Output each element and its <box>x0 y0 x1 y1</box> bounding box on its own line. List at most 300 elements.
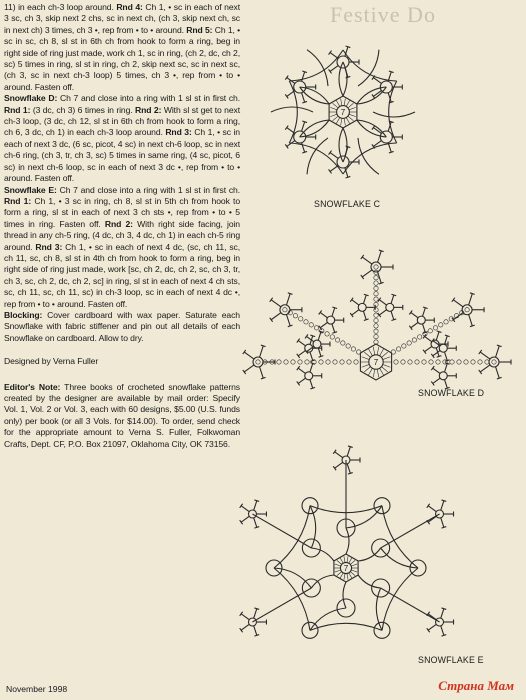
flake-d-arm-sc-stitch <box>492 360 496 364</box>
snowflake-c-caption: SNOWFLAKE C <box>314 199 381 209</box>
flake-c-dc-stitch <box>349 107 355 109</box>
flake-c-chain-loop <box>358 138 379 174</box>
flake-e-tip-stitch <box>254 626 257 636</box>
flake-d-arm-sc-stitch <box>374 308 378 312</box>
flake-e-tip-stitch <box>241 516 249 522</box>
flake-d-arm-sc-stitch <box>374 302 378 306</box>
flake-c-dc-stitch <box>344 99 345 106</box>
flake-d-arm-sc-stitch <box>374 276 378 280</box>
flake-d-side-stitch <box>433 368 440 373</box>
flake-d-side-stitch <box>298 378 305 383</box>
flake-d-arm-sc-stitch <box>309 323 313 327</box>
flake-c-picot-stitch-cap <box>346 46 351 48</box>
bold-label: Rnd 2: <box>135 104 162 115</box>
flake-d-dc-stitch <box>364 352 370 357</box>
flake-e-tip-stitch <box>441 501 444 511</box>
flake-d-tip-stitch <box>496 367 500 378</box>
flake-d-side-stitch-cap <box>437 356 442 358</box>
snowflake-c-diagram <box>198 4 488 194</box>
flake-d-side-stitch <box>425 336 432 341</box>
flake-d-side-stitch <box>352 310 359 315</box>
flake-d-side-stitch <box>332 308 335 317</box>
flake-d-arm-sc-stitch <box>305 360 309 364</box>
flake-d-tip-stitch <box>378 251 382 262</box>
flake-e-tip-stitch <box>254 609 257 619</box>
flake-d-arm-sc-stitch <box>356 350 360 354</box>
flake-e-tip-stitch-cap <box>254 500 259 502</box>
flake-c-picot-stitch-cap <box>302 121 307 123</box>
body-text: Ch 7 and close into a ring with 1 sl st in first ch. <box>57 93 240 104</box>
flake-d-arm-sc-stitch <box>394 360 398 364</box>
flake-c-dc-stitch <box>333 103 338 107</box>
flake-d-side-stitch-cap <box>310 363 315 365</box>
flake-c-picot-stitch <box>302 143 305 153</box>
flake-d-arm-sc-stitch <box>433 326 437 330</box>
flake-d-tip-stitch <box>469 315 473 326</box>
flake-e-dc-stitch <box>352 564 358 566</box>
flake-e-tip-stitch-cap <box>254 608 259 610</box>
flake-d-arm-sc-stitch <box>374 286 378 290</box>
flake-c-picot-stitch <box>330 153 338 159</box>
flake-d-arm-sc-stitch <box>326 360 330 364</box>
flake-d-arm-sc-stitch <box>374 297 378 301</box>
body-text: (3 dc, ch 3) 6 times in ring. <box>30 104 136 115</box>
flake-d-tip-stitch <box>469 294 473 305</box>
flake-e-dc-stitch <box>349 558 352 563</box>
flake-d-side-stitch <box>298 351 305 356</box>
flake-d-side-stitch <box>363 295 366 304</box>
flake-c-chain-loop <box>358 50 379 86</box>
flake-d-side-stitch-cap <box>310 335 315 337</box>
flake-d-dc-stitch <box>382 352 388 357</box>
flake-d-arm-sc-stitch <box>298 360 302 364</box>
flake-d-side-stitch-cap <box>319 331 324 333</box>
flake-e-tip-ring <box>436 618 444 626</box>
flake-c-dc-stitch <box>330 114 336 116</box>
flake-e-chain-loop <box>343 582 346 608</box>
snowflake-e-caption: SNOWFLAKE E <box>418 655 484 665</box>
flake-d-tip-stitch-cap <box>470 325 475 327</box>
flake-e-tip-stitch <box>335 452 343 458</box>
flake-d-arm-sc-stitch <box>436 360 440 364</box>
flake-d-side-stitch <box>423 324 426 333</box>
flake-e-dc-stitch <box>337 572 342 576</box>
flake-d-dc-stitch <box>377 347 378 355</box>
flake-d-arm-sc-stitch <box>256 360 260 364</box>
flake-d-arm-sc-stitch <box>340 360 344 364</box>
flake-d-tip-stitch <box>362 270 372 277</box>
flake-d-arm-sc-stitch <box>428 329 432 333</box>
flake-d-arm-sc-stitch <box>335 338 339 342</box>
flake-c-dc-stitch <box>341 99 342 106</box>
flake-d-side-stitch <box>298 341 305 346</box>
flake-e-dc-stitch <box>347 574 348 580</box>
flake-e-tip-stitch-cap <box>254 635 259 637</box>
flake-d-arm-sc-stitch <box>417 335 421 339</box>
flake-d-tip-stitch-cap <box>470 293 475 295</box>
body-text: Cover cardboard with wax paper. Saturate each Snowflake with fabric stiffener and pin out all details of each Snowflake on cardboard. Allow to dry. <box>4 309 240 343</box>
flake-d-arm-sc-stitch <box>325 332 329 336</box>
flake-d-side-stitch <box>445 352 448 361</box>
flake-e-tip-stitch <box>241 614 249 620</box>
flake-d-tip-stitch <box>286 294 290 305</box>
flake-d-tip-stitch <box>260 367 264 378</box>
flake-d-side-ring <box>305 372 313 380</box>
flake-c-dc-stitch <box>348 116 353 120</box>
flake-d-side-ring <box>386 303 394 311</box>
flake-d-tip-stitch-cap <box>497 377 502 379</box>
flake-d-arm-sc-stitch <box>374 265 378 269</box>
bold-label: Snowflake E: <box>4 184 57 195</box>
flake-e-dc-stitch <box>344 556 345 562</box>
flake-e-chain-loop <box>346 506 382 528</box>
flake-e-tip-stitch <box>254 501 257 511</box>
body-text: Ch 1, • sc in each of next 3 sc, ch 3, skip next 2 chs, sc in next ch, (ch 3, skip next ch, sc in next ch) 3 times, ch 3 •, rep from • to • around. <box>4 2 241 35</box>
body-text: With right side facing, join thread in any ch-5 ring, (4 dc, ch 3, 4 dc, ch 1) in each ch-5 ring around. <box>4 218 240 252</box>
flake-e-chain-loop <box>346 528 349 554</box>
flake-c-chain-loop <box>343 50 397 81</box>
flake-c-dc-stitch <box>346 100 349 106</box>
flake-e-tip-stitch-cap <box>441 500 446 502</box>
flake-e-chain-loop <box>311 548 334 561</box>
flake-d-arm-sc-stitch <box>374 281 378 285</box>
flake-d-side-stitch-cap <box>319 356 324 358</box>
flake-e-dc-stitch <box>335 570 341 572</box>
flake-d-side-stitch <box>332 324 335 333</box>
flake-d-side-stitch <box>433 378 440 383</box>
snowflake-d-caption: SNOWFLAKE D <box>418 388 485 398</box>
flake-e-chain-loop <box>311 575 334 588</box>
flake-e-tip-stitch-cap <box>441 635 446 637</box>
body-text: Ch 1, • sc in each of next 3 dc, (6 sc, picot, 4 sc) in next ch-6 loop, sc in next ch-6 ring, (ch 3, tr, ch 3, sc) 5 times in same ring, (4 sc, picot, 6 sc) in next ch-6 loop, sc in each of next 3 dc •, rep from • to • around. Fasten off. <box>4 127 240 184</box>
flake-d-side-stitch-cap <box>332 307 337 309</box>
flake-d-side-stitch <box>445 380 448 389</box>
flake-d-arm-sc-stitch <box>304 320 308 324</box>
snowflake-d-chart <box>236 220 526 410</box>
flake-d-dc-stitch <box>383 365 390 368</box>
flake-d-dc-stitch <box>368 349 372 356</box>
flake-d-tip-stitch-cap <box>288 325 293 327</box>
flake-e-tip-stitch <box>241 506 249 512</box>
flake-d-tip-ring <box>280 305 290 315</box>
flake-d-arm-sc-stitch <box>429 360 433 364</box>
flake-d-tip-ring <box>253 357 263 367</box>
flake-d-tip-stitch <box>244 352 254 359</box>
flake-d-arm-sc-stitch <box>464 360 468 364</box>
bold-label: Rnd 4: <box>116 2 143 12</box>
flake-e-tip-stitch <box>254 518 257 528</box>
flake-c-dc-stitch <box>336 118 339 124</box>
bold-label: Rnd 5: <box>186 24 213 35</box>
bold-label: Snowflake D: <box>4 93 58 104</box>
flake-d-arm-sc-stitch <box>471 360 475 364</box>
snowflake-e-diagram <box>196 418 496 668</box>
flake-c-picot-stitch-cap <box>302 71 307 73</box>
flake-d-tip-stitch-cap <box>379 282 384 284</box>
flake-d-tip-stitch <box>362 257 372 264</box>
flake-d-side-stitch <box>318 348 321 357</box>
flake-d-dc-stitch <box>364 367 370 372</box>
flake-d-arm-sc-stitch <box>408 360 412 364</box>
flake-d-side-stitch <box>411 312 418 317</box>
flake-e-dc-stitch <box>349 573 352 578</box>
flake-e-tip-stitch <box>441 518 444 528</box>
flake-e-chain-loop <box>310 623 382 630</box>
flake-d-side-stitch <box>391 311 394 320</box>
flake-e-chain-loop <box>358 575 381 588</box>
flake-d-arm-sc-stitch <box>333 360 337 364</box>
flake-d-tip-stitch-cap <box>261 345 266 347</box>
flake-d-side-stitch-cap <box>364 294 369 296</box>
flake-d-arm-sc-stitch <box>457 360 461 364</box>
flake-d-arm-sc-stitch <box>374 324 378 328</box>
flake-c-picot-stitch <box>302 93 305 103</box>
flake-d-dc-stitch <box>380 349 384 356</box>
flake-d-side-stitch <box>436 332 439 341</box>
flake-d-side-stitch <box>411 322 418 327</box>
flake-d-side-stitch-cap <box>445 335 450 337</box>
flake-d-side-stitch <box>298 368 305 373</box>
flake-c-chain-loop <box>357 120 386 137</box>
flake-e-tip-stitch <box>441 609 444 619</box>
flake-e-tip-ring <box>436 510 444 518</box>
snowflake-c-chart <box>198 4 488 194</box>
flake-d-side-stitch <box>423 308 426 317</box>
body-text: Ch 1, • 3 sc in ring, ch 8, sl st in 5th ch from hook to form a ring, sl st in each of next 3 ch sts •, rep from • to • 5 times in ring. Fasten off. <box>4 195 240 229</box>
flake-e-dc-stitch <box>344 574 345 580</box>
flake-c-picot-stitch <box>302 122 305 132</box>
flake-d-arm-sc-stitch <box>299 317 303 321</box>
flake-c-picot-stitch-cap <box>346 146 351 148</box>
flake-c-dc-stitch <box>348 103 353 107</box>
flake-e-tip-stitch <box>441 626 444 636</box>
flake-d-arm-sc-stitch <box>450 360 454 364</box>
flake-d-arm-sc-stitch <box>346 344 350 348</box>
snowflake-e-chart <box>196 418 496 668</box>
flake-d-arm-sc-stitch <box>330 335 334 339</box>
flake-c-chain-loop <box>343 143 397 174</box>
flake-e-tip-stitch <box>347 464 350 474</box>
paragraph-blocking <box>4 310 240 344</box>
flake-d-arm-sc-stitch <box>478 360 482 364</box>
flake-d-arm-sc-stitch <box>347 360 351 364</box>
flake-d-dc-stitch <box>373 347 374 355</box>
flake-e-chain-loop <box>310 608 346 630</box>
flake-d-tip-stitch-cap <box>261 377 266 379</box>
flake-d-side-stitch <box>352 300 359 305</box>
flake-d-tip-ring <box>489 357 499 367</box>
flake-d-arm-sc-stitch <box>439 323 443 327</box>
flake-d-dc-stitch <box>377 369 378 377</box>
site-watermark: Страна Мам <box>438 678 514 693</box>
flake-c-chain-loop <box>389 81 397 143</box>
flake-d-tip-stitch-cap <box>497 345 502 347</box>
flake-d-arm-sc-stitch <box>415 360 419 364</box>
body-text: Ch 7 and close into a ring with 1 sl st in first ch. <box>56 184 240 195</box>
flake-e-tip-stitch-cap <box>441 608 446 610</box>
flake-e-tip-stitch <box>347 447 350 457</box>
flake-e-tip-stitch-cap <box>254 527 259 529</box>
flake-c-chain-loop <box>357 87 386 104</box>
flake-c-dc-stitch <box>341 119 342 126</box>
flake-e-dc-stitch <box>337 560 342 564</box>
flake-d-arm-sc-stitch <box>277 360 281 364</box>
flake-c-dc-stitch <box>330 107 336 109</box>
flake-d-arm-sc-stitch <box>374 334 378 338</box>
flake-c-picot-stitch-cap <box>346 176 351 178</box>
flake-d-arm-sc-stitch <box>284 360 288 364</box>
flake-d-arm-sc-stitch <box>351 347 355 351</box>
flake-e-dc-stitch <box>351 572 356 576</box>
flake-d-arm-sc-stitch <box>319 360 323 364</box>
flake-d-side-stitch-cap <box>391 294 396 296</box>
flake-d-side-stitch <box>379 310 386 315</box>
flake-d-side-stitch <box>310 363 313 372</box>
flake-d-tip-stitch <box>260 346 264 357</box>
flake-e-tip-stitch <box>428 624 436 630</box>
flake-d-arm-sc-stitch <box>391 350 395 354</box>
paragraph-snowflake-e <box>4 185 240 310</box>
flake-e-tip-stitch <box>428 506 436 512</box>
flake-d-arm-sc-stitch <box>401 360 405 364</box>
flake-d-dc-stitch <box>373 369 374 377</box>
flake-d-arm-sc-stitch <box>374 318 378 322</box>
flake-d-side-stitch <box>310 380 313 389</box>
flake-d-side-ring <box>417 316 425 324</box>
flake-d-side-stitch <box>310 352 313 361</box>
flake-d-side-stitch <box>363 311 366 320</box>
flake-d-tip-stitch-cap <box>379 250 384 252</box>
flake-e-dc-stitch <box>340 558 343 563</box>
flake-d-dc-stitch <box>380 369 384 376</box>
bold-label: Blocking: <box>4 309 43 320</box>
flake-d-dc-stitch <box>383 357 390 360</box>
flake-d-side-stitch <box>425 346 432 351</box>
flake-e-chain-loop <box>274 568 311 588</box>
flake-d-arm-sc-stitch <box>374 292 378 296</box>
flake-d-arm-sc-stitch <box>374 329 378 333</box>
flake-d-side-stitch-cap <box>332 332 337 334</box>
flake-d-arm-sc-stitch <box>341 341 345 345</box>
flake-d-tip-ring <box>462 305 472 315</box>
body-text: 11) in each ch-3 loop around. <box>4 2 117 12</box>
flake-d-tip-stitch <box>453 300 463 307</box>
flake-c-picot-stitch <box>287 91 295 97</box>
flake-c-chain-loop <box>357 87 386 104</box>
flake-d-side-stitch-cap <box>310 387 315 389</box>
bold-label: Editor's Note: <box>4 381 61 392</box>
flake-d-arm-sc-stitch <box>314 326 318 330</box>
flake-c-picot-stitch-cap <box>389 151 394 153</box>
flake-d-arm-sc-stitch <box>412 338 416 342</box>
flake-d-tip-stitch <box>271 313 281 320</box>
flake-e-center-label: 7 <box>343 564 349 573</box>
flake-d-tip-stitch <box>286 315 290 326</box>
body-text: Ch 1, • sc in each of next 4 dc, (sc, ch 11, sc, ch 11, sc, ch 8, sl st in 4th ch from hook to form a ring, beg in right side of ring just made, work [sc, ch 2, dc, ch 2, sc, ch 3, tr, ch 3, sc, ch 2, dc, ch 2, sc] in ring, sl st in each of next 4 ch sts, sc, ch 11, sc, ch 11, sc) in ch-3 loop, sc in each of next 4 dc •, rep from • to • around. Fasten off. <box>4 241 240 309</box>
flake-c-picot-stitch-cap <box>389 71 394 73</box>
page-header-ghost: Festive Do <box>330 2 436 27</box>
flake-c-dc-stitch <box>349 114 355 116</box>
flake-d-arm-sc-stitch <box>402 344 406 348</box>
issue-date-footer: November 1998 <box>6 684 68 694</box>
flake-c-chain-loop <box>307 50 328 86</box>
flake-d-side-stitch <box>320 312 327 317</box>
flake-c-chain-loop <box>373 112 415 117</box>
flake-d-center-label: 7 <box>373 358 379 367</box>
flake-d-side-stitch-cap <box>310 360 315 362</box>
body-text: With sl st get to next ch-3 loop, (3 dc, ch 12, sl st in 6th ch from hook to form a ring, ch 6, 3 dc, ch 1) in each ch-3 loop around. <box>4 104 241 138</box>
flake-e-tip-stitch-cap <box>441 527 446 529</box>
flake-d-side-ring <box>439 372 447 380</box>
flake-e-dc-stitch <box>351 560 356 564</box>
designer-credit: Designed by Verna Fuller <box>4 356 99 367</box>
flake-c-chain-loop <box>357 120 386 137</box>
flake-d-side-ring <box>439 344 447 352</box>
flake-c-chain-loop <box>271 107 313 112</box>
flake-e-tip-stitch <box>241 624 249 630</box>
body-text: Three books of crocheted snowflake patterns created by the designer are available by mail order: Specify Vol. 1, Vol. 2 or Vol. 3, each with 60 designs, $5.00 (U.S. funds only) per book (or all 3 Vols. for $14.00). To order, send check for the appropriate amount to Verna S. Fuller, Folkwoman Crafts, Dept. CF, P.O. Box 21097, Oklahoma City, OK 73156. <box>4 381 240 449</box>
flake-d-arm-sc-stitch <box>283 308 287 312</box>
flake-d-side-ring <box>358 303 366 311</box>
flake-e-chain-loop <box>381 548 418 568</box>
bold-label: Rnd 2: <box>104 218 133 229</box>
flake-d-side-stitch-cap <box>391 319 396 321</box>
flake-d-side-ring <box>327 316 335 324</box>
flake-c-dc-stitch <box>346 118 349 124</box>
flake-c-dc-stitch <box>336 100 339 106</box>
flake-c-picot-stitch-cap <box>302 151 307 153</box>
flake-e-tip-stitch-cap <box>348 446 353 448</box>
bold-label: Rnd 1: <box>4 195 32 206</box>
flake-d-dc-stitch <box>382 367 388 372</box>
flake-d-side-stitch-cap <box>423 307 428 309</box>
flake-d-arm-sc-stitch <box>396 347 400 351</box>
flake-c-chain-loop <box>289 143 343 174</box>
flake-d-tip-ring <box>371 262 381 272</box>
flake-c-chain-loop <box>289 81 297 143</box>
body-text: Ch 1, • sc in sc, ch 8, sl st in 6th ch from hook to form a ring, beg in right side of ring just made, work ch 1, sc in ring, (ch 2, dc, ch 2, sc) 5 times in ring, sl st in ring, ch 2, skip next sc, sc in next sc, (ch 3, sc in next ch-3 loop) 5 times, ch 3 •, rep from • to • around. Fasten off. <box>4 24 241 92</box>
bold-label: Rnd 1: <box>4 104 31 115</box>
flake-d-tip-stitch-cap <box>288 293 293 295</box>
flake-d-side-stitch-cap <box>364 319 369 321</box>
flake-d-arm-sc-stitch <box>293 314 297 318</box>
bold-label: Rnd 3: <box>35 241 63 252</box>
flake-d-dc-stitch <box>362 365 369 368</box>
flake-e-chain-loop <box>358 548 381 561</box>
flake-d-tip-stitch <box>480 352 490 359</box>
flake-d-side-stitch <box>320 322 327 327</box>
flake-c-chain-loop <box>307 138 328 174</box>
flake-d-side-stitch <box>318 332 321 341</box>
flake-d-arm-sc-stitch <box>465 308 469 312</box>
flake-d-arm-sc-stitch <box>407 341 411 345</box>
flake-e-dc-stitch <box>340 573 343 578</box>
flake-d-side-ring <box>313 340 321 348</box>
flake-c-picot-stitch-cap <box>302 101 307 103</box>
flake-d-arm-sc-stitch <box>422 360 426 364</box>
flake-d-arm-sc-stitch <box>354 360 358 364</box>
flake-e-tip-stitch <box>335 462 343 468</box>
flake-d-tip-stitch <box>271 300 281 307</box>
bold-label: Rnd 3: <box>165 127 192 138</box>
flake-e-tip-stitch-cap <box>348 473 353 475</box>
flake-c-chain-loop <box>289 50 343 81</box>
flake-e-dc-stitch <box>335 564 341 566</box>
flake-d-side-stitch <box>445 363 448 372</box>
flake-c-center-label: 7 <box>340 108 346 117</box>
flake-d-tip-stitch <box>453 313 463 320</box>
flake-d-arm-sc-stitch <box>444 320 448 324</box>
